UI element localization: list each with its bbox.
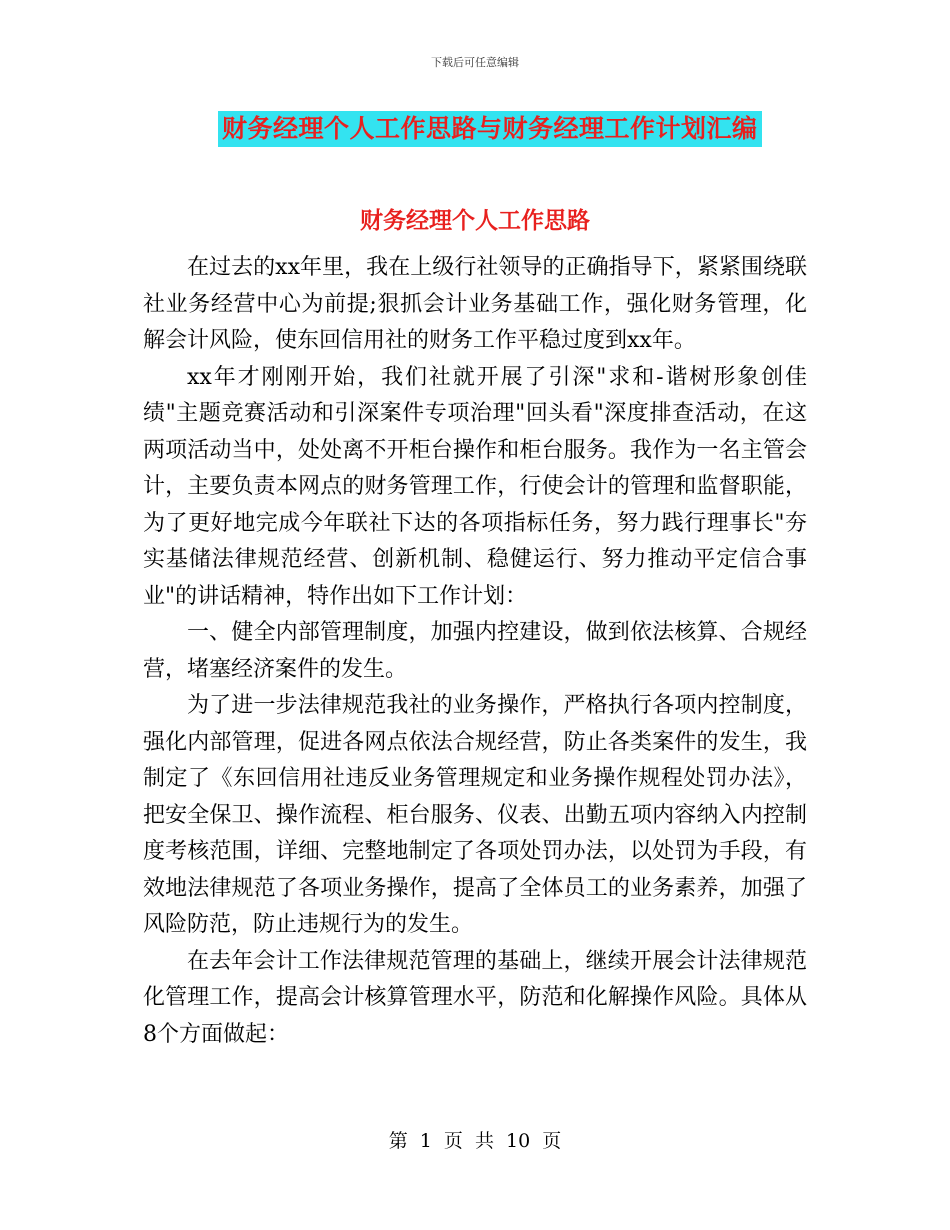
document-body (143, 250, 807, 1053)
paragraph: 在过去的xx年里，我在上级行社领导的正确指导下，紧紧围绕联社业务经营中心为前提;狠抓会计业务基础工作，强化财务管理，化解会计风险，使东回信用社的财务工作平稳过度到xx年。 (143, 255, 807, 353)
section-title: 财务经理个人工作思路 (360, 208, 590, 234)
paragraph: 为了进一步法律规范我社的业务操作，严格执行各项内控制度，强化内部管理，促进各网点依法合规经营，防止各类案件的发生，我制定了《东回信用社违反业务管理规定和业务操作规程处罚办法》，把安全保卫、操作流程、柜台服务、仪表、出勤五项内容纳入内控制度考核范围，详细、完整地制定了各项处罚办法，以处罚为手段，有效地法律规范了各项业务操作，提高了全体员工的业务素养，加强了风险防范，防止违规行为的发生。 (143, 693, 807, 937)
paragraph: 一、健全内部管理制度，加强内控建设，做到依法核算、合规经营，堵塞经济案件的发生。 (143, 620, 807, 682)
header-note: 下载后可任意编辑 (431, 56, 519, 69)
paragraph: xx年才刚刚开始，我们社就开展了引深"求和-谐树形象创佳绩"主题竞赛活动和引深案件专项治理"回头看"深度排查活动，在这两项活动当中，处处离不开柜台操作和柜台服务。我作为一名主管会计，主要负责本网点的财务管理工作，行使会计的管理和监督职能，为了更好地完成今年联社下达的各项指标任务，努力践行理事长"夯实基储法律规范经营、创新机制、稳健运行、努力推动平定信合事业"的讲话精神，特作出如下工作计划： (143, 364, 807, 609)
paragraph: 在去年会计工作法律规范管理的基础上，继续开展会计法律规范化管理工作，提高会计核算管理水平，防范和化解操作风险。具体从8个方面做起： (143, 948, 807, 1047)
document-main-title: 财务经理个人工作思路与财务经理工作计划汇编 (218, 111, 762, 147)
page-number-footer: 第 1 页 共 10 页 (388, 1130, 562, 1152)
